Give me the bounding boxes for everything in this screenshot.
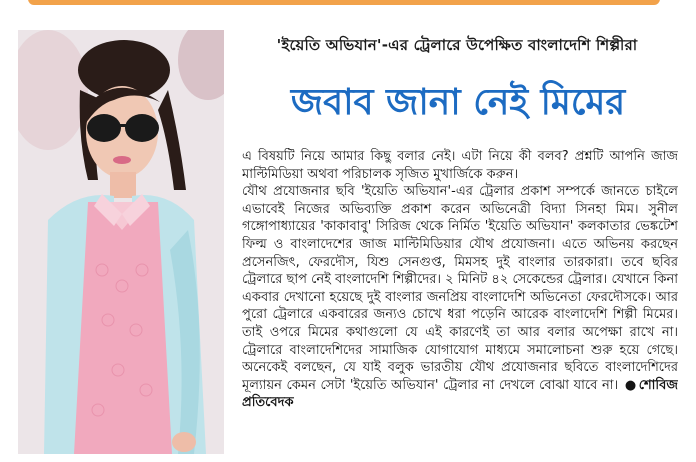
top-accent-bar — [28, 0, 660, 5]
article-kicker: 'ইয়েতি অভিযান'-এর ট্রেলারে উপেক্ষিত বাংলাদেশি শিল্পীরা — [276, 36, 638, 54]
byline-bullet: ● — [624, 377, 637, 393]
portrait-illustration — [18, 30, 224, 454]
top-strip — [0, 0, 696, 12]
article-byline: শোবিজ প্রতিবেদক — [242, 377, 678, 411]
article-paragraph: এ বিষয়টি নিয়ে আমার কিছু বলার নেই। এটা নিয়ে কী বলব? প্রশ্নটি আপনি জাজ মাল্টিমিডিয়া অথবা পরিচালক সৃজিত মুখার্জিকে করুন। — [242, 149, 678, 182]
article-paragraph — [242, 183, 678, 412]
article-body — [242, 148, 678, 454]
article-headline: জবাব জানা নেই মিমের — [290, 81, 626, 123]
paragraph-text: যৌথ প্রযোজনার ছবি 'ইয়েতি অভিযান'-এর ট্রেলার প্রকাশ সম্পর্কে জানতে চাইলে এভাবেই নিজের অভিব্যক্তি প্রকাশ করেন অভিনেত্রী বিদ্যা সিনহা মিম। সুনীল গঙ্গোপাধ্যায়ের 'কাকাবাবু' সিরিজ থেকে নির্মিত 'ইয়েতি অভিযান' কলকাতার ভেঙ্কটেশ ফিল্ম ও বাংলাদেশের জাজ মাল্টিমিডিয়ার যৌথ প্রযোজনা। এতে অভিনয় করছেন প্রসেনজিৎ, ফেরদৌস, যিশু সেনগুপ্ত, মিমসহ দুই বাংলার তারকারা। তবে ছবির ট্রেলারে ছাপ নেই বাংলাদেশি শিল্পীদের। ২ মিনিট ৪২ সেকেন্ডের ট্রেলার। যেখানে কিনা একবার দেখানো হয়েছে দুই বাংলার জনপ্রিয় বাংলাদেশি অভিনেতা ফেরদৌসকে। আর পুরো ট্রেলারে একবারের জন্যও চোখে ধরা পড়েনি আরেক বাংলাদেশি শিল্পী মিমের। তাই ওপরে মিমের কথাগুলো যে এই কারণেই তা আর বলার অপেক্ষা রাখে না। ট্রেলারে বাংলাদেশিদের সামাজিক যোগাযোগ মাধ্যমে সমালোচনা শুরু হয়ে গেছে। অনেকেই বলছেন, যে যাই বলুক ভারতীয় যৌথ প্রযোজনার ছবিতে বাংলাদেশিদের মূল্যায়ন কেমন সেটা 'ইয়েতি অভিযান' ট্রেলার না দেখলে বোঝা যাবে না। — [242, 184, 678, 393]
article-photo — [18, 30, 224, 454]
